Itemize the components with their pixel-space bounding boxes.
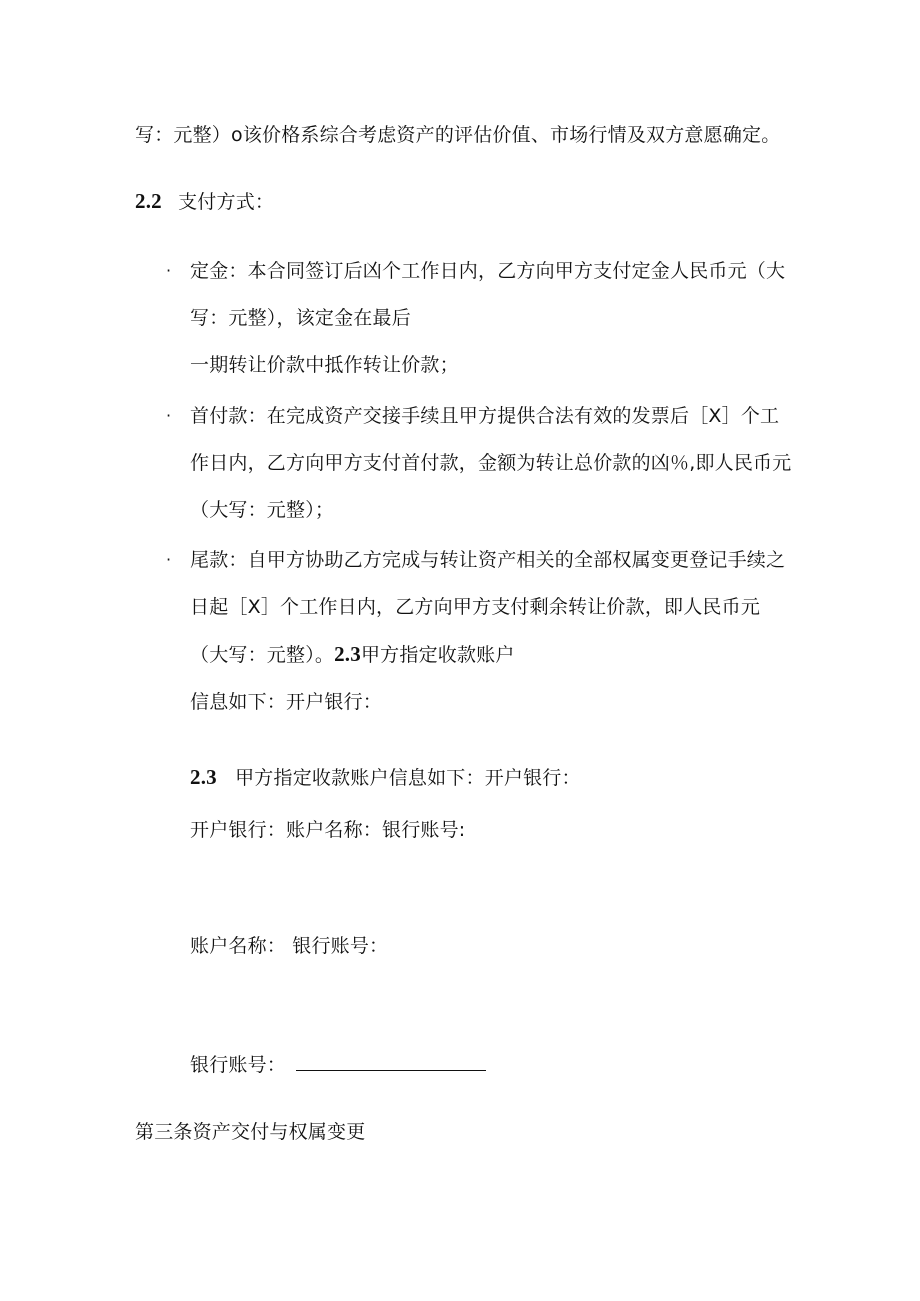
bullet-marker: ·	[166, 261, 172, 280]
bank-account-line	[190, 1052, 486, 1077]
first-payment-line-2: 作日内，乙方向甲方支付首付款，金额为转让总价款的凶％,即人民币元	[190, 452, 792, 474]
account-info-line-2: 账户名称： 银行账号：	[190, 935, 389, 957]
first-payment-line-3: （大写：元整）；	[190, 499, 335, 521]
price-paragraph: 写：元整）o该价格系综合考虑资产的评估价值、市场行情及双方意愿确定。	[135, 124, 781, 146]
bullet-marker: ·	[166, 550, 172, 569]
section-number: 2.3	[190, 765, 217, 789]
section-2-2-heading	[135, 189, 274, 214]
final-payment-line-1: 尾款：自甲方协助乙方完成与转让资产相关的全部权属变更登记手续之	[190, 549, 786, 571]
bank-account-label: 银行账号：	[190, 1054, 287, 1076]
final-payment-line-3	[190, 642, 515, 667]
deposit-line-3: 一期转让价款中抵作转让价款；	[190, 354, 459, 376]
bullet-marker: ·	[166, 406, 172, 425]
section-number: 2.2	[135, 189, 162, 213]
article-3-heading: 第三条资产交付与权属变更	[135, 1121, 366, 1143]
deposit-line-1: 定金：本合同签订后凶个工作日内，乙方向甲方支付定金人民币元（大	[190, 260, 786, 282]
bank-account-blank	[296, 1052, 486, 1071]
section-title: 支付方式：	[178, 191, 275, 213]
account-info-line-1: 开户银行：账户名称：银行账号:	[190, 819, 466, 841]
deposit-line-2: 写：元整），该定金在最后	[190, 307, 411, 329]
final-payment-suffix: 甲方指定收款账户	[360, 644, 515, 666]
inline-section-number: 2.3	[334, 642, 361, 666]
section-2-3-heading	[190, 765, 581, 790]
final-payment-prefix: （大写：元整）。	[190, 644, 335, 666]
final-payment-line-2: 日起［X］个工作日内，乙方向甲方支付剩余转让价款，即人民币元	[190, 596, 761, 618]
section-title: 甲方指定收款账户信息如下：开户银行：	[235, 767, 581, 789]
first-payment-line-1: 首付款：在完成资产交接手续且甲方提供合法有效的发票后［X］个工	[190, 405, 780, 427]
final-payment-line-4: 信息如下：开户银行：	[190, 691, 383, 713]
